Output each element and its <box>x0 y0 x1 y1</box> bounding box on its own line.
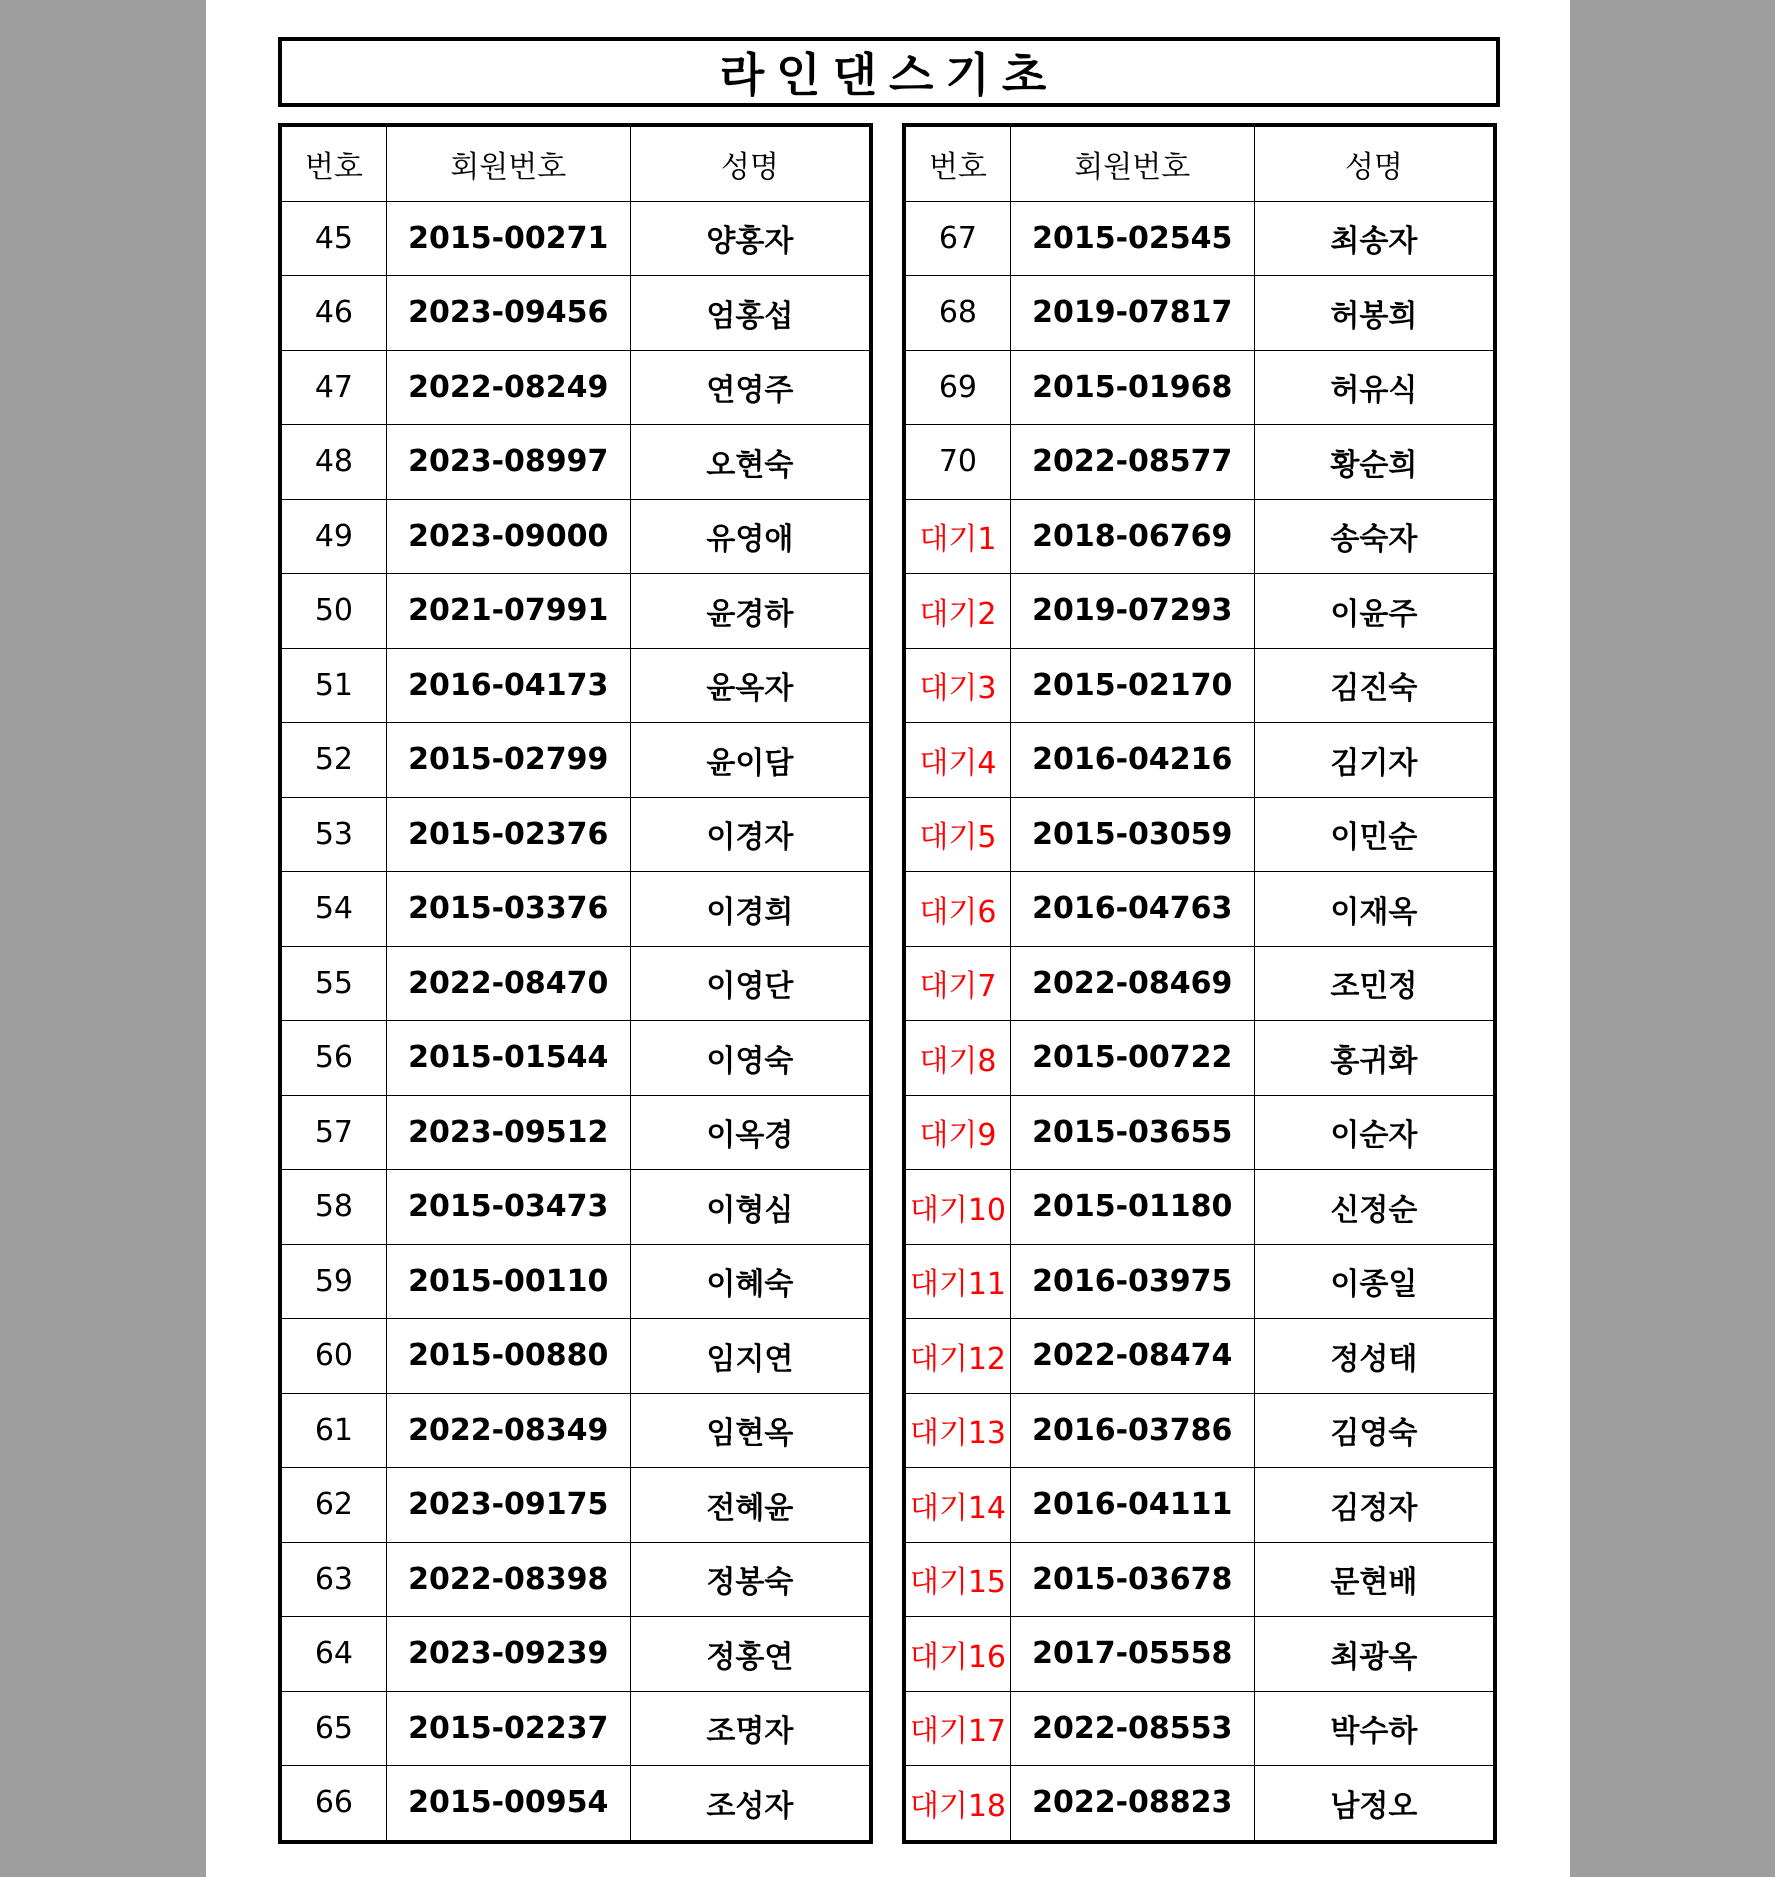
row-number: 대기18 <box>904 1766 1010 1842</box>
member-id-cell: 2015-00722 <box>1010 1021 1254 1096</box>
row-number: 45 <box>280 201 386 276</box>
row-number: 대기16 <box>904 1617 1010 1692</box>
member-id-cell: 2015-01544 <box>386 1021 630 1096</box>
row-number: 대기1 <box>904 499 1010 574</box>
member-id-cell: 2023-09000 <box>386 499 630 574</box>
header-name: 성명 <box>1254 125 1495 201</box>
row-number: 57 <box>280 1095 386 1170</box>
row-number: 52 <box>280 723 386 798</box>
table-row <box>904 1170 1495 1245</box>
member-id-cell: 2015-00880 <box>386 1319 630 1394</box>
member-id-cell: 2023-09239 <box>386 1617 630 1692</box>
table-row <box>904 1766 1495 1842</box>
table-row <box>280 723 871 798</box>
member-name-cell: 윤경하 <box>630 574 871 649</box>
member-id-cell: 2015-03473 <box>386 1170 630 1245</box>
member-name-cell: 이민순 <box>1254 797 1495 872</box>
row-number: 64 <box>280 1617 386 1692</box>
table-row <box>904 872 1495 947</box>
member-id-cell: 2016-03975 <box>1010 1244 1254 1319</box>
row-number: 66 <box>280 1766 386 1842</box>
header-row <box>904 125 1495 201</box>
table-row <box>904 1095 1495 1170</box>
roster-table-right <box>902 123 1497 1844</box>
row-number: 53 <box>280 797 386 872</box>
row-number: 69 <box>904 350 1010 425</box>
page-title: 라인댄스기초 <box>278 37 1500 107</box>
member-name-cell: 유영애 <box>630 499 871 574</box>
member-name-cell: 김영숙 <box>1254 1393 1495 1468</box>
member-name-cell: 엄홍섭 <box>630 276 871 351</box>
member-id-cell: 2016-04763 <box>1010 872 1254 947</box>
member-name-cell: 허유식 <box>1254 350 1495 425</box>
table-row <box>904 723 1495 798</box>
member-id-cell: 2018-06769 <box>1010 499 1254 574</box>
member-id-cell: 2015-01180 <box>1010 1170 1254 1245</box>
member-id-cell: 2016-04111 <box>1010 1468 1254 1543</box>
member-name-cell: 연영주 <box>630 350 871 425</box>
table-row <box>904 1542 1495 1617</box>
member-name-cell: 신정순 <box>1254 1170 1495 1245</box>
member-id-cell: 2015-03059 <box>1010 797 1254 872</box>
member-name-cell: 이혜숙 <box>630 1244 871 1319</box>
row-number: 대기10 <box>904 1170 1010 1245</box>
member-id-cell: 2022-08469 <box>1010 946 1254 1021</box>
header-no: 번호 <box>904 125 1010 201</box>
table-row <box>904 1617 1495 1692</box>
row-number: 59 <box>280 1244 386 1319</box>
header-member-id: 회원번호 <box>1010 125 1254 201</box>
member-id-cell: 2015-02376 <box>386 797 630 872</box>
row-number: 대기5 <box>904 797 1010 872</box>
member-name-cell: 허봉희 <box>1254 276 1495 351</box>
row-number: 대기9 <box>904 1095 1010 1170</box>
table-row <box>280 1095 871 1170</box>
member-id-cell: 2022-08474 <box>1010 1319 1254 1394</box>
row-number: 대기14 <box>904 1468 1010 1543</box>
row-number: 54 <box>280 872 386 947</box>
row-number: 61 <box>280 1393 386 1468</box>
table-row <box>280 1766 871 1842</box>
table-row <box>904 350 1495 425</box>
member-name-cell: 박수하 <box>1254 1691 1495 1766</box>
roster-table-left <box>278 123 873 1844</box>
table-row <box>280 1542 871 1617</box>
member-name-cell: 조명자 <box>630 1691 871 1766</box>
table-row <box>904 1319 1495 1394</box>
member-id-cell: 2022-08823 <box>1010 1766 1254 1842</box>
member-name-cell: 정홍연 <box>630 1617 871 1692</box>
member-name-cell: 남정오 <box>1254 1766 1495 1842</box>
row-number: 대기6 <box>904 872 1010 947</box>
row-number: 60 <box>280 1319 386 1394</box>
member-id-cell: 2023-09456 <box>386 276 630 351</box>
member-id-cell: 2022-08470 <box>386 946 630 1021</box>
member-name-cell: 전혜윤 <box>630 1468 871 1543</box>
table-row <box>904 201 1495 276</box>
header-name: 성명 <box>630 125 871 201</box>
row-number: 대기15 <box>904 1542 1010 1617</box>
member-id-cell: 2022-08398 <box>386 1542 630 1617</box>
row-number: 47 <box>280 350 386 425</box>
table-row <box>904 1468 1495 1543</box>
table-row <box>280 425 871 500</box>
member-id-cell: 2023-09175 <box>386 1468 630 1543</box>
member-name-cell: 김기자 <box>1254 723 1495 798</box>
table-row <box>280 201 871 276</box>
member-id-cell: 2015-02545 <box>1010 201 1254 276</box>
member-id-cell: 2016-04216 <box>1010 723 1254 798</box>
row-number: 대기17 <box>904 1691 1010 1766</box>
row-number: 70 <box>904 425 1010 500</box>
table-row <box>280 350 871 425</box>
member-name-cell: 윤이담 <box>630 723 871 798</box>
row-number: 대기2 <box>904 574 1010 649</box>
table-row <box>280 797 871 872</box>
member-name-cell: 이형심 <box>630 1170 871 1245</box>
member-id-cell: 2022-08577 <box>1010 425 1254 500</box>
table-row <box>280 1393 871 1468</box>
table-row <box>280 1021 871 1096</box>
member-name-cell: 최광옥 <box>1254 1617 1495 1692</box>
row-number: 대기7 <box>904 946 1010 1021</box>
table-row <box>280 1691 871 1766</box>
table-row <box>904 946 1495 1021</box>
row-number: 46 <box>280 276 386 351</box>
member-id-cell: 2022-08249 <box>386 350 630 425</box>
member-name-cell: 홍귀화 <box>1254 1021 1495 1096</box>
member-name-cell: 최송자 <box>1254 201 1495 276</box>
member-name-cell: 김진숙 <box>1254 648 1495 723</box>
row-number: 65 <box>280 1691 386 1766</box>
document-page <box>206 0 1570 1877</box>
member-name-cell: 황순희 <box>1254 425 1495 500</box>
member-name-cell: 이경희 <box>630 872 871 947</box>
member-name-cell: 문현배 <box>1254 1542 1495 1617</box>
table-row <box>904 499 1495 574</box>
member-name-cell: 이영단 <box>630 946 871 1021</box>
member-id-cell: 2017-05558 <box>1010 1617 1254 1692</box>
member-id-cell: 2015-01968 <box>1010 350 1254 425</box>
member-id-cell: 2021-07991 <box>386 574 630 649</box>
member-id-cell: 2015-02799 <box>386 723 630 798</box>
member-name-cell: 윤옥자 <box>630 648 871 723</box>
row-number: 대기13 <box>904 1393 1010 1468</box>
member-name-cell: 이경자 <box>630 797 871 872</box>
member-name-cell: 이순자 <box>1254 1095 1495 1170</box>
table-row <box>280 499 871 574</box>
row-number: 49 <box>280 499 386 574</box>
table-row <box>904 1691 1495 1766</box>
member-id-cell: 2015-00954 <box>386 1766 630 1842</box>
member-id-cell: 2015-00271 <box>386 201 630 276</box>
row-number: 55 <box>280 946 386 1021</box>
row-number: 63 <box>280 1542 386 1617</box>
member-name-cell: 김정자 <box>1254 1468 1495 1543</box>
row-number: 대기4 <box>904 723 1010 798</box>
table-row <box>280 946 871 1021</box>
member-name-cell: 오현숙 <box>630 425 871 500</box>
table-row <box>904 574 1495 649</box>
header-no: 번호 <box>280 125 386 201</box>
row-number: 대기11 <box>904 1244 1010 1319</box>
row-number: 48 <box>280 425 386 500</box>
table-row <box>280 1468 871 1543</box>
member-id-cell: 2015-00110 <box>386 1244 630 1319</box>
row-number: 51 <box>280 648 386 723</box>
member-name-cell: 정성태 <box>1254 1319 1495 1394</box>
row-number: 62 <box>280 1468 386 1543</box>
member-id-cell: 2015-03655 <box>1010 1095 1254 1170</box>
table-row <box>280 648 871 723</box>
table-row <box>904 1244 1495 1319</box>
member-name-cell: 송숙자 <box>1254 499 1495 574</box>
member-id-cell: 2016-04173 <box>386 648 630 723</box>
member-id-cell: 2016-03786 <box>1010 1393 1254 1468</box>
member-id-cell: 2022-08553 <box>1010 1691 1254 1766</box>
row-number: 50 <box>280 574 386 649</box>
member-name-cell: 임현옥 <box>630 1393 871 1468</box>
row-number: 67 <box>904 201 1010 276</box>
member-name-cell: 이재옥 <box>1254 872 1495 947</box>
row-number: 대기8 <box>904 1021 1010 1096</box>
row-number: 68 <box>904 276 1010 351</box>
table-row <box>280 276 871 351</box>
table-row <box>904 1021 1495 1096</box>
member-name-cell: 이종일 <box>1254 1244 1495 1319</box>
member-name-cell: 조성자 <box>630 1766 871 1842</box>
header-member-id: 회원번호 <box>386 125 630 201</box>
table-row <box>280 1170 871 1245</box>
member-id-cell: 2023-08997 <box>386 425 630 500</box>
member-name-cell: 양홍자 <box>630 201 871 276</box>
row-number: 대기12 <box>904 1319 1010 1394</box>
member-id-cell: 2015-03376 <box>386 872 630 947</box>
header-row <box>280 125 871 201</box>
member-id-cell: 2015-02237 <box>386 1691 630 1766</box>
member-id-cell: 2019-07817 <box>1010 276 1254 351</box>
row-number: 58 <box>280 1170 386 1245</box>
row-number: 56 <box>280 1021 386 1096</box>
table-row <box>280 872 871 947</box>
member-name-cell: 이윤주 <box>1254 574 1495 649</box>
table-row <box>904 648 1495 723</box>
table-row <box>904 276 1495 351</box>
member-name-cell: 임지연 <box>630 1319 871 1394</box>
member-name-cell: 이옥경 <box>630 1095 871 1170</box>
table-row <box>280 1319 871 1394</box>
member-id-cell: 2022-08349 <box>386 1393 630 1468</box>
member-name-cell: 조민정 <box>1254 946 1495 1021</box>
table-row <box>280 1617 871 1692</box>
table-row <box>280 1244 871 1319</box>
table-row <box>904 797 1495 872</box>
table-row <box>904 425 1495 500</box>
table-row <box>280 574 871 649</box>
member-id-cell: 2015-03678 <box>1010 1542 1254 1617</box>
member-id-cell: 2023-09512 <box>386 1095 630 1170</box>
member-name-cell: 정봉숙 <box>630 1542 871 1617</box>
member-name-cell: 이영숙 <box>630 1021 871 1096</box>
member-id-cell: 2019-07293 <box>1010 574 1254 649</box>
table-row <box>904 1393 1495 1468</box>
row-number: 대기3 <box>904 648 1010 723</box>
member-id-cell: 2015-02170 <box>1010 648 1254 723</box>
